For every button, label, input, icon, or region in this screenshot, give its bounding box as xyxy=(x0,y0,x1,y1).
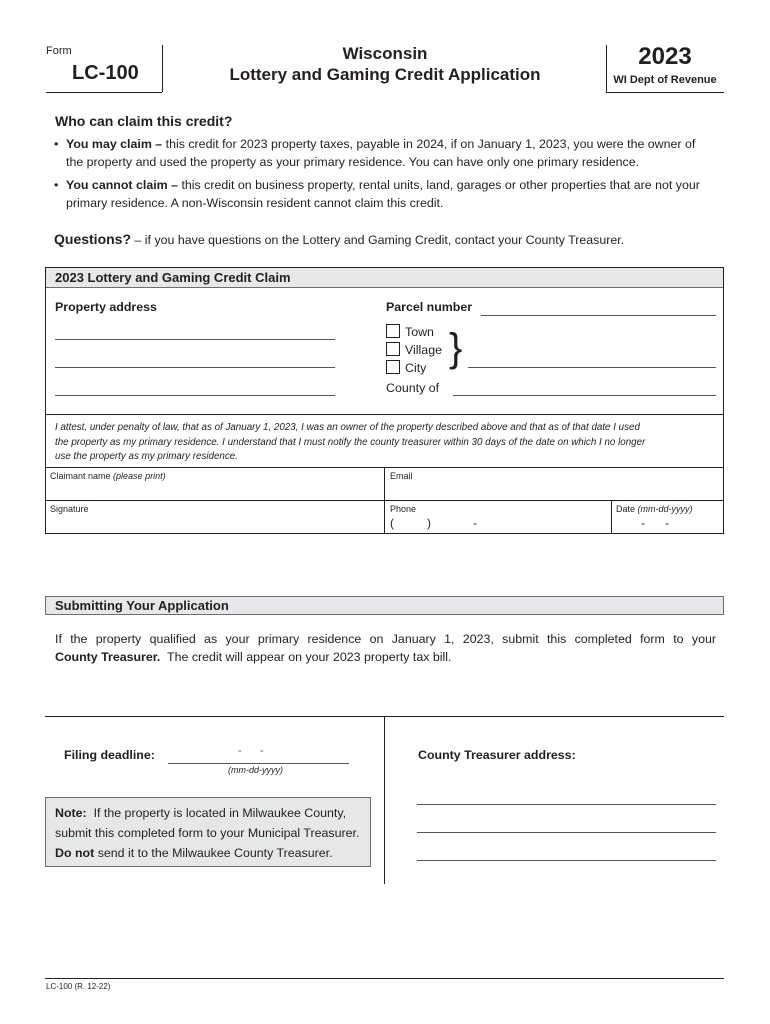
submit-text xyxy=(55,630,716,666)
filing-deadline-label: Filing deadline: xyxy=(64,748,155,762)
claimant-name-field[interactable] xyxy=(46,483,384,500)
claim-heading: 2023 Lottery and Gaming Credit Claim xyxy=(55,270,291,285)
cannot-claim-lead: You cannot claim – xyxy=(66,178,178,192)
town-checkbox[interactable] xyxy=(386,324,400,338)
who-heading: Who can claim this credit? xyxy=(55,113,233,129)
email-label: Email xyxy=(390,471,413,481)
questions-text: – if you have questions on the Lottery and Gaming Credit, contact your County Treasurer. xyxy=(134,233,625,247)
questions-lead: Questions? xyxy=(54,231,132,247)
attest-line-3: use the property as my primary residence. xyxy=(55,451,238,463)
signature-field[interactable] xyxy=(46,515,384,533)
form-number: LC-100 xyxy=(72,62,139,84)
date-label: Date (mm-dd-yyyy) xyxy=(616,504,693,514)
agency-name: WI Dept of Revenue xyxy=(613,74,717,86)
town-label: Town xyxy=(405,325,434,339)
note-line2: submit this completed form to your Municipal Treasurer. xyxy=(55,826,360,840)
form-revision: LC-100 (R. 12-22) xyxy=(46,982,111,991)
city-checkbox[interactable] xyxy=(386,360,400,374)
submit-heading: Submitting Your Application xyxy=(55,598,229,613)
county-name-line[interactable] xyxy=(453,395,716,396)
property-address-label: Property address xyxy=(55,300,157,314)
note-line3: send it to the Milwaukee County Treasurer. xyxy=(97,846,333,860)
property-address-line-3[interactable] xyxy=(55,395,335,396)
may-claim-text2: the property and used the property as your primary residence. You can have only one primary residence. xyxy=(66,155,640,169)
footer-rule xyxy=(45,978,724,979)
phone-label: Phone xyxy=(390,504,417,514)
cannot-claim-text1: this credit on business property, rental units, land, garages or other properties that are not your xyxy=(181,178,700,192)
may-claim-lead: You may claim – xyxy=(66,137,163,151)
may-claim-bullet: • You may claim – this credit for 2023 property taxes, payable in 2024, if on January 1, 2023, you were the owner of the property and used the property as your primary residence. You can have only one primary residence. xyxy=(54,137,696,169)
attest-top-rule xyxy=(46,414,723,415)
treasurer-address-line-1[interactable] xyxy=(417,804,716,805)
note-lead: Note: xyxy=(55,806,87,820)
city-label: City xyxy=(405,361,427,375)
form-year: 2023 xyxy=(638,43,692,70)
form-title-line2: Lottery and Gaming Credit Application xyxy=(229,65,541,84)
phone-date-divider xyxy=(611,500,612,534)
parcel-number-line[interactable] xyxy=(481,315,716,316)
filing-deadline-field[interactable]: - - xyxy=(238,745,264,757)
property-address-line-2[interactable] xyxy=(55,367,335,368)
county-of-label: County of xyxy=(386,381,440,395)
signature-label: Signature xyxy=(50,504,89,514)
milwaukee-note-text xyxy=(55,803,359,863)
phone-field[interactable]: ( ) - xyxy=(390,516,477,530)
treasurer-address-line-3[interactable] xyxy=(417,860,716,861)
signature-row-top xyxy=(46,500,723,501)
submit-county-treasurer: County Treasurer. xyxy=(55,650,161,664)
filing-deadline-line xyxy=(168,763,349,764)
questions-line xyxy=(54,231,624,247)
attest-line-2: the property as my primary residence. I understand that I must notify the county treasurer within 30 days of the date on which I no longer xyxy=(55,436,646,448)
county-treasurer-address-label: County Treasurer address: xyxy=(418,748,576,762)
village-checkbox[interactable] xyxy=(386,342,400,356)
claimant-name-label: Claimant name (please print) xyxy=(50,471,166,481)
municipality-brace: } xyxy=(449,326,463,370)
attest-line-1: I attest, under penalty of law, that as of January 1, 2023, I was an owner of the property described above and that as of that date I used xyxy=(55,422,640,433)
treasurer-address-line-2[interactable] xyxy=(417,832,716,833)
submit-text-line2: The credit will appear on your 2023 property tax bill. xyxy=(160,650,452,664)
filing-deadline-hint: (mm-dd-yyyy) xyxy=(228,765,283,775)
village-label: Village xyxy=(405,343,442,357)
note-line1: If the property is located in Milwaukee County, xyxy=(93,806,347,820)
header-rule-left xyxy=(46,92,162,93)
parcel-number-label: Parcel number xyxy=(386,300,473,314)
municipality-name-line[interactable] xyxy=(468,367,716,368)
header-bottom-rule xyxy=(606,92,724,93)
may-claim-text1: this credit for 2023 property taxes, payable in 2024, if on January 1, 2023, you were the owner of xyxy=(165,137,696,151)
property-address-line-1[interactable] xyxy=(55,339,335,340)
date-field[interactable]: - - xyxy=(641,516,669,530)
email-field[interactable] xyxy=(385,483,723,500)
bottom-section-divider xyxy=(384,716,385,884)
cannot-claim-bullet: • You cannot claim – this credit on business property, rental units, land, garages or other properties that are not your primary residence. A non-Wisconsin resident cannot claim this credit. xyxy=(54,178,700,210)
cannot-claim-text2: primary residence. A non-Wisconsin resident cannot claim this credit. xyxy=(66,196,444,210)
form-title-line1: Wisconsin xyxy=(342,44,428,63)
attestation-text xyxy=(55,421,725,465)
form-label: Form xyxy=(46,45,72,57)
submit-text-line1: If the property qualified as your primary residence on January 1, 2023, submit this completed form to your xyxy=(55,632,716,646)
note-do-not: Do not xyxy=(55,846,95,860)
